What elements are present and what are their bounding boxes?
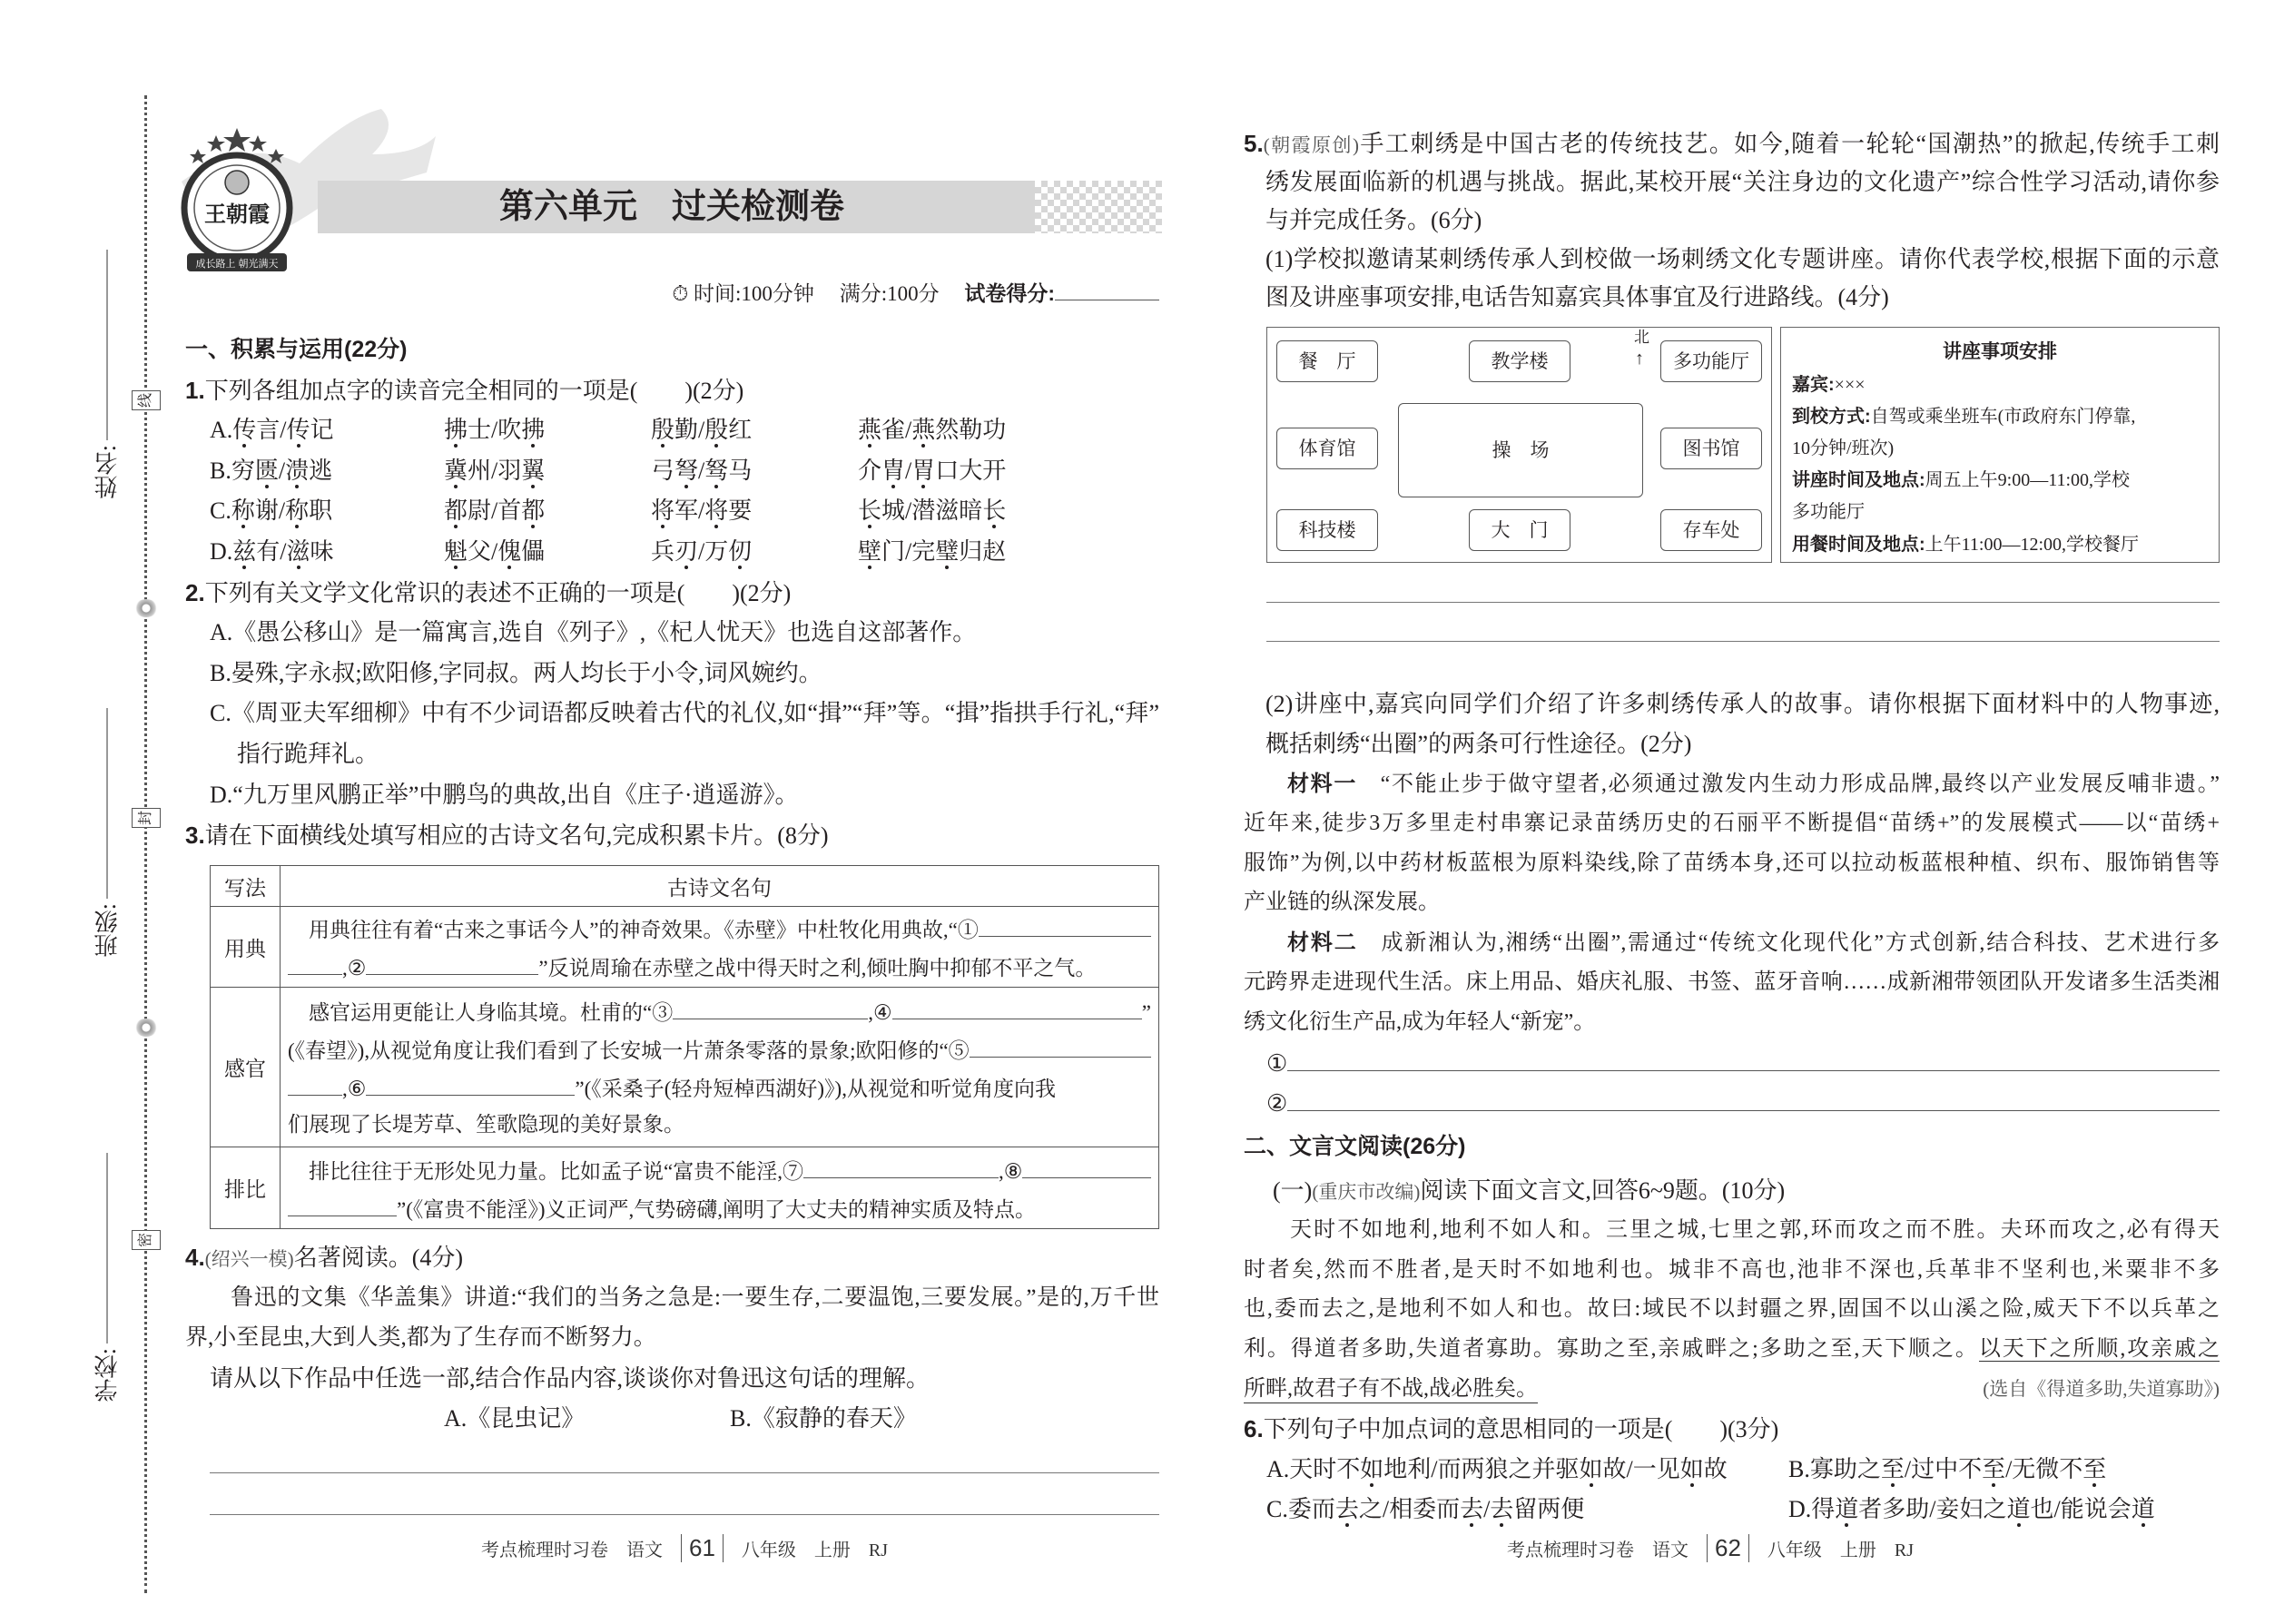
emphasis-dot-icon (242, 566, 246, 569)
option-label: B. (210, 457, 231, 484)
option-item: 兹有/滋味 (232, 532, 333, 573)
emphasis-dot-icon (531, 485, 535, 488)
option-item: 介胄/胃口大开 (858, 451, 1006, 492)
guest-value: ××× (1834, 375, 1866, 395)
emphasis-dot-icon (1992, 1483, 1995, 1487)
blank-3[interactable] (673, 991, 868, 1019)
emphasis-dot-icon (738, 566, 742, 569)
seal-char-seal: 封 (132, 808, 161, 828)
material-label: 材料二 (1287, 930, 1358, 956)
emphasis-dot-icon (454, 444, 458, 448)
question-source: (绍兴一模) (204, 1248, 294, 1270)
row-key: 感官 (211, 988, 281, 1147)
material-text: 元跨界走进现代生活。床上用品、婚庆礼服、书签、蓝牙音响……成新湘带领团队开发诸多生活类湘 (1244, 970, 2220, 995)
answer-line[interactable] (210, 1472, 1159, 1473)
class-blank[interactable] (106, 708, 108, 899)
footer-edition: RJ (868, 1540, 889, 1560)
arrival-value: 自驾或乘坐班车(市政府东门停靠, (1870, 407, 2136, 427)
emphasis-dot-icon (295, 485, 299, 488)
footer-grade: 八年级 (741, 1540, 796, 1560)
subquestion-1-cont: 图及讲座事项安排,电话告知嘉宾具体事宜及行进路线。(4分) (1265, 284, 1889, 311)
row-text: ,⑧ (998, 1159, 1023, 1183)
option-item: 冀州/羽翼 (444, 451, 545, 492)
emphasis-dot-icon (295, 525, 299, 528)
emphasis-dot-icon (2141, 1523, 2145, 1527)
map-building: 教学楼 (1469, 340, 1570, 382)
subquestion-2: (2)讲座中,嘉宾向同学们介绍了许多刺绣传承人的故事。请你根据下面材料中的人物事迹, (1265, 691, 2220, 717)
emphasis-dot-icon (945, 566, 949, 569)
question-number: 1. (185, 376, 205, 404)
lecture-value-cont: 多功能厅 (1792, 502, 1865, 522)
question-number: 5. (1244, 130, 1264, 157)
emphasis-dot-icon (1500, 1523, 1503, 1527)
seal-char-close: 密 (132, 1230, 161, 1250)
answer-line[interactable] (1266, 602, 2220, 603)
answer-line[interactable] (1266, 641, 2220, 642)
question-stem: 下列有关文学文化常识的表述不正确的一项是( )(2分) (204, 579, 792, 606)
logo-emblem-icon (178, 126, 296, 281)
row-text: 感官运用更能让人身临其境。杜甫的“③ (288, 1000, 674, 1024)
svg-text:王朝霞: 王朝霞 (204, 203, 270, 227)
option-item: 都尉/首都 (444, 491, 545, 532)
emphasis-dot-icon (714, 444, 718, 448)
emphasis-dot-icon (714, 525, 718, 528)
title-band-checker (1035, 181, 1162, 233)
subquestion-1: (1)学校拟邀请某刺绣传承人到校做一场刺绣文化专题讲座。请你代表学校,根据下面的示意 (1265, 245, 2220, 272)
emphasis-dot-icon (2092, 1483, 2096, 1487)
blank-8-cont[interactable] (288, 1188, 397, 1216)
right-page-lower (1244, 684, 2220, 1530)
subquestion-2-cont: 概括刺绣“出圈”的两条可行性途径。(2分) (1265, 730, 1692, 757)
score-input[interactable] (1055, 272, 1159, 300)
option-label: C. (210, 497, 231, 525)
question-stem: 手工刺绣是中国古老的传统技艺。如今,随着一轮轮“国潮热”的掀起,传统手工刺 (1358, 131, 2220, 157)
blank-5-cont[interactable] (288, 1068, 342, 1096)
score-label: 试卷得分: (964, 281, 1055, 305)
answer-1-input[interactable] (1287, 1043, 2220, 1071)
emphasis-dot-icon (1690, 1483, 1694, 1487)
brand-logo (178, 126, 296, 281)
clock-icon: ⏱ (672, 282, 689, 305)
question-stem-cont: 与并完成任务。(6分) (1265, 207, 1482, 234)
north-label: 北 (1634, 329, 1649, 346)
emphasis-dot-icon (531, 444, 535, 448)
emphasis-dot-icon (242, 444, 246, 448)
emphasis-dot-icon (454, 485, 458, 488)
map-building: 图书馆 (1660, 428, 1762, 469)
row-content (281, 1147, 1159, 1229)
option-b: B.《寂静的春天》 (730, 1405, 917, 1432)
option-item: 壁门/完璧归赵 (858, 532, 1006, 573)
emphasis-dot-icon (1891, 1483, 1895, 1487)
campus-map (1266, 327, 1772, 563)
material-text: 绣文化衍生产品,成为年轻人“新宠”。 (1244, 1010, 1596, 1035)
row-content (281, 988, 1159, 1147)
footer-volume: 上册 (813, 1540, 851, 1560)
guest-label: 嘉宾: (1792, 375, 1835, 395)
row-text: ”(《采桑子(轻舟短棹西湖好)》),从视觉和听觉角度向我 (575, 1077, 1056, 1100)
question-number: 6. (1244, 1415, 1264, 1443)
emphasis-dot-icon (454, 566, 458, 569)
emphasis-dot-icon (661, 525, 665, 528)
passage-text: 也,委而去之,是地利不如人和也。故曰:域民不以封疆之界,固国不以山溪之险,威天下不以兵革之 (1244, 1297, 2220, 1322)
row-text: (《春望》),从视觉角度让我们看到了长安城一片萧条零落的景象;欧阳修的“⑤ (288, 1038, 970, 1062)
blank-7[interactable] (803, 1150, 999, 1178)
passage-intro: 阅读下面文言文,回答6~9题。(10分) (1420, 1176, 1786, 1204)
name-blank[interactable] (106, 250, 108, 440)
section-heading: 二、文言文阅读(26分) (1244, 1133, 1466, 1159)
option-item: 燕雀/燕然勒功 (858, 410, 1006, 451)
question-5 (1244, 124, 2220, 318)
class-label: 班级: (94, 903, 121, 958)
option-item: 传言/传记 (232, 410, 333, 451)
blank-1[interactable] (979, 909, 1151, 937)
passage-part: (一) (1273, 1176, 1313, 1204)
map-building: 大 门 (1469, 509, 1570, 551)
book-options (185, 1399, 1159, 1440)
footer-subject: 语文 (626, 1540, 663, 1560)
page-footer-right (1498, 1534, 1923, 1562)
answer-line[interactable] (210, 1514, 1159, 1515)
arrival-label: 到校方式: (1792, 407, 1871, 427)
passage-text: 时者矣,然而不胜者,是天时不如地利也。城非不高也,池非不深也,兵革非不坚利也,米粟非不多 (1244, 1257, 2220, 1282)
emphasis-dot-icon (661, 444, 665, 448)
option-text: 寡助之至/过中不至/无微不至 (1810, 1450, 2106, 1490)
question-number: 3. (185, 822, 205, 850)
page-title: 第六单元 过关检测卷 (498, 188, 844, 226)
footer-series: 考点梳理时习卷 (481, 1540, 608, 1560)
answer-marker: ① (1266, 1050, 1288, 1078)
blank-4[interactable] (892, 991, 1142, 1019)
question-stem: 名著阅读。(4分) (293, 1245, 464, 1271)
emphasis-dot-icon (891, 485, 895, 488)
emphasis-dot-icon (454, 525, 458, 528)
option-item: 穷匮/溃逃 (231, 451, 332, 492)
quote-paragraph: 鲁迅的文集《华盖集》讲道:“我们的当务之急是:一要生存,二要温饱,三要发展。”是的,万千世 (231, 1284, 1159, 1310)
emphasis-dot-icon (507, 566, 511, 569)
material-text: 近年来,徒步3万多里走村串寨记录苗绣历史的石丽平不断提倡“苗绣+”的发展模式——以“苗绣+ (1244, 811, 2220, 835)
emphasis-dot-icon (868, 525, 871, 528)
swirl-ornament-icon (134, 599, 158, 617)
seal-char-line: 线 (132, 390, 161, 410)
material-label: 材料一 (1287, 771, 1357, 796)
meal-label: 用餐时间及地点: (1792, 535, 1925, 555)
answer-2-input[interactable] (1287, 1083, 2220, 1111)
north-arrow-icon: ↑ (1635, 349, 1644, 369)
lecture-label: 讲座时间及地点: (1792, 470, 1925, 490)
emphasis-dot-icon (921, 485, 925, 488)
row-text: ,⑥ (342, 1077, 367, 1100)
option-a (1266, 1450, 1728, 1490)
row-text: 排比往往于无形处见力量。比如孟子说“富贵不能淫,⑦ (288, 1159, 803, 1183)
passage-text: 天时不如地利,地利不如人和。三里之城,七里之郭,环而攻之而不胜。夫环而攻之,必有得天 (1290, 1217, 2220, 1242)
emphasis-dot-icon (1370, 1483, 1373, 1487)
footer-subject: 语文 (1652, 1540, 1689, 1560)
map-building: 体育馆 (1276, 428, 1378, 469)
underlined-sentence: 所畔,故君子有不战,战必胜矣。 (1244, 1375, 1538, 1403)
table-row (211, 988, 1159, 1147)
option-row-b (185, 451, 1159, 492)
footer-volume: 上册 (1839, 1540, 1876, 1560)
emphasis-dot-icon (241, 525, 245, 528)
question-1 (185, 370, 1159, 411)
question-stem: 请在下面横线处填写相应的古诗文名句,完成积累卡片。(8分) (204, 822, 829, 850)
name-label: 姓名: (94, 445, 121, 499)
quote-paragraph-cont: 界,小至昆虫,大到人类,都为了生存而不断努力。 (185, 1325, 656, 1351)
option-row-d (185, 532, 1159, 573)
section-heading: 一、积累与运用(22分) (185, 337, 408, 362)
question-stem: 下列各组加点字的读音完全相同的一项是( )(2分) (204, 377, 744, 404)
option-text: 委而去之/相委而去/去留两便 (1288, 1490, 1584, 1530)
material-text: 服饰”为例,以中药材板蓝根为原料染线,除了苗绣本身,还可以拉动板蓝根种植、织布、服饰销售等 (1244, 851, 2220, 875)
emphasis-dot-icon (868, 566, 871, 569)
emphasis-dot-icon (1345, 1523, 1349, 1527)
option-text: 得道者多助/妾妇之道也/能说会道 (1811, 1490, 2154, 1530)
option-d: D.“九万里风鹏正举”中鹏鸟的典故,出自《庄子·逍遥游》。 (210, 781, 799, 808)
answer-1 (1244, 1043, 2220, 1083)
school-blank[interactable] (106, 1153, 108, 1343)
row-text: 用典往往有着“古来之事话今人”的神奇效果。《赤壁》中杜牧化用典故,“① (288, 919, 979, 941)
option-label: A. (210, 417, 233, 444)
lecture-value: 周五上午9:00—11:00,学校 (1925, 470, 2131, 490)
row-key: 排比 (211, 1147, 281, 1229)
blank-2[interactable] (366, 947, 538, 975)
footer-grade: 八年级 (1767, 1540, 1822, 1560)
option-label: D. (1788, 1495, 1812, 1522)
option-item: 殷勤/殷红 (651, 410, 752, 451)
material-text: “不能止步于做守望者,必须通过激发内生动力形成品牌,最终以产业发展反哺非遗。” (1380, 772, 2220, 796)
emphasis-dot-icon (297, 566, 300, 569)
option-item: 称谢/称职 (231, 491, 332, 532)
material-text: 成新湘认为,湘绣“出圈”,需通过“传统文化现代化”方式创新,结合科技、艺术进行多 (1381, 931, 2220, 956)
option-c-cont: 指行跪拜礼。 (237, 740, 379, 767)
meal-value: 上午11:00—12:00,学校餐厅 (1925, 535, 2140, 555)
footer-edition: RJ (1894, 1540, 1915, 1560)
footer-series: 考点梳理时习卷 (1507, 1540, 1634, 1560)
option-item: 拂士/吹拂 (444, 410, 545, 451)
option-label: A. (1266, 1456, 1290, 1483)
accumulation-card-table (210, 865, 1159, 1229)
cut-line (144, 95, 147, 1593)
svg-text:成长路上 朝光满天: 成长路上 朝光满天 (195, 259, 279, 270)
option-label: B. (1788, 1456, 1810, 1483)
option-row-c (185, 491, 1159, 532)
row-text: ,② (342, 957, 367, 979)
option-item: 兵刃/万仞 (651, 532, 752, 573)
row-text: ” (1141, 1000, 1151, 1024)
emphasis-dot-icon (992, 525, 996, 528)
blank-5[interactable] (970, 1029, 1151, 1058)
question-6-options (1244, 1450, 2220, 1530)
row-text: ”反说周瑜在赤壁之战中得天时之利,倾吐胸中抑郁不平之气。 (538, 957, 1097, 979)
full-score: 满分:100分 (839, 282, 940, 305)
option-item: 弓弩/驽马 (651, 451, 752, 492)
arrival-value-cont: 10分钟/班次) (1792, 438, 1895, 458)
row-text: 们展现了长堤芳草、笙歌隐现的美好景象。 (288, 1112, 684, 1136)
page-footer-left (472, 1534, 897, 1562)
option-row-a (185, 410, 1159, 451)
info-title: 讲座事项安排 (1943, 341, 2057, 362)
emphasis-dot-icon (921, 444, 925, 448)
emphasis-dot-icon (684, 485, 688, 488)
emphasis-dot-icon (297, 444, 300, 448)
emphasis-dot-icon (1470, 1523, 1473, 1527)
option-a: A.《昆虫记》 (444, 1405, 586, 1432)
map-building: 餐 厅 (1276, 340, 1378, 382)
emphasis-dot-icon (1590, 1483, 1593, 1487)
emphasis-dot-icon (684, 566, 688, 569)
option-item: 魁父/傀儡 (444, 532, 545, 573)
emphasis-dot-icon (1845, 1523, 1848, 1527)
question-2 (185, 573, 1159, 614)
row-content (281, 907, 1159, 988)
passage-citation: (选自《得道多助,失道寡助》) (1983, 1378, 2220, 1401)
passage-text: 利。得道者多助,失道者寡助。寡助之至,亲戚畔之;多助之至,天下顺之。 (1244, 1337, 1979, 1362)
lecture-arrangements (1780, 327, 2220, 563)
answer-2 (1244, 1083, 2220, 1123)
row-text: ”(《富贵不能淫》)义正词严,气势磅礴,阐明了大丈夫的精神实质及特点。 (397, 1197, 1037, 1221)
option-text: 天时不如地利/而两狼之并驱如故/一见如故 (1289, 1450, 1727, 1490)
blank-8[interactable] (1022, 1150, 1151, 1178)
option-b (1788, 1450, 2106, 1490)
row-key: 用典 (211, 907, 281, 988)
row-text: ,④ (868, 1000, 892, 1024)
option-label: C. (1266, 1495, 1288, 1522)
option-a: A.《愚公移山》是一篇寓言,选自《列子》,《杞人忧天》也选自这部著作。 (210, 619, 977, 646)
option-d (1788, 1490, 2155, 1530)
emphasis-dot-icon (2017, 1523, 2021, 1527)
column-header-method: 写法 (211, 866, 281, 907)
question-4 (185, 1237, 1159, 1440)
option-c (1266, 1490, 1584, 1530)
emphasis-dot-icon (531, 525, 535, 528)
page-number: 62 (1707, 1534, 1749, 1562)
map-building: 科技楼 (1276, 509, 1378, 551)
question-number: 4. (185, 1244, 205, 1271)
emphasis-dot-icon (714, 485, 718, 488)
school-label: 学校: (94, 1348, 121, 1403)
swirl-ornament-icon (134, 1019, 158, 1037)
table-row (211, 907, 1159, 988)
question-number: 2. (185, 578, 205, 606)
instruction: 请从以下作品中任选一部,结合作品内容,谈谈你对鲁迅这句话的理解。 (210, 1364, 930, 1392)
passage-source: (重庆市改编) (1312, 1180, 1421, 1203)
map-building: 存车处 (1660, 509, 1762, 551)
answer-marker: ② (1266, 1089, 1288, 1117)
option-label: D. (210, 537, 233, 565)
map-building: 操 场 (1398, 403, 1643, 497)
emphasis-dot-icon (265, 485, 269, 488)
underlined-sentence: 以天下之所顺,攻亲戚之 (1978, 1337, 2220, 1362)
map-building: 多功能厅 (1660, 340, 1762, 382)
option-b: B.晏殊,字永叔;欧阳修,字同叔。两人均长于小令,词风婉约。 (210, 659, 822, 686)
question-3 (185, 815, 1159, 856)
option-item: 长城/潜滋暗长 (858, 491, 1006, 532)
table-row (211, 1147, 1159, 1229)
blank-6[interactable] (366, 1068, 575, 1096)
question-stem-cont: 绣发展面临新的机遇与挑战。据此,某校开展“关注身边的文化遗产”综合性学习活动,请你参 (1265, 168, 2220, 195)
question-source: (朝霞原创) (1263, 134, 1359, 156)
material-text: 产业链的纵深发展。 (1244, 891, 1440, 915)
table-header-row (211, 866, 1159, 907)
blank-1-cont[interactable] (288, 947, 342, 975)
option-c: C.《周亚夫军细柳》中有不少词语都反映着古代的礼仪,如“揖”“拜”等。“揖”指拱手行礼,“拜” (210, 700, 1159, 727)
emphasis-dot-icon (868, 444, 871, 448)
page-number: 61 (681, 1534, 724, 1562)
option-item: 将军/将要 (651, 491, 752, 532)
time-limit: 时间:100分钟 (694, 282, 814, 305)
exam-meta (608, 272, 1159, 310)
question-stem: 下列句子中加点词的意思相同的一项是( )(3分) (1263, 1416, 1779, 1443)
left-page-upper (185, 330, 1159, 856)
column-header-quotes: 古诗文名句 (281, 866, 1159, 907)
